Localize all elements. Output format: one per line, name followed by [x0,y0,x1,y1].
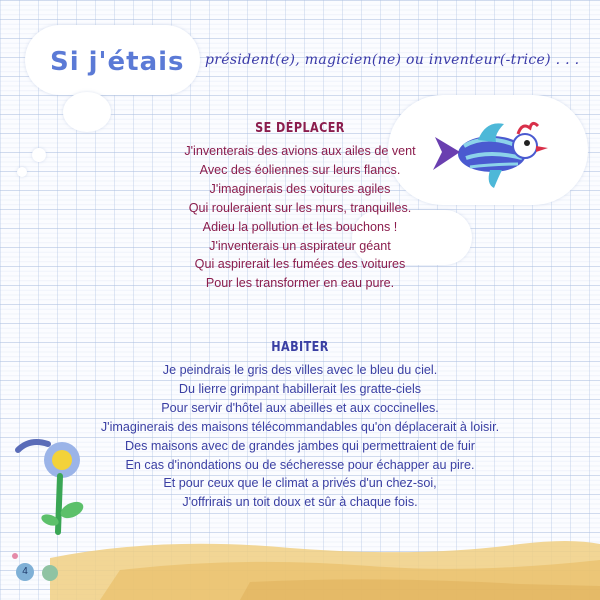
poem-line: Des maisons avec de grandes jambes qui permettraient de fuir [124,438,475,453]
poem-line: J'inventerais des avions aux ailes de vent [184,144,416,158]
poem-line: Avec des éoliennes sur leurs flancs. [199,162,401,177]
title [50,45,185,79]
poem-line: Pour les transformer en eau pure. [205,276,395,291]
poem-line: J'inventerais un aspirateur géant [209,238,391,253]
poem-line: J'imaginerais des voitures agiles [209,181,391,196]
poem-line: Qui aspirerait les fumées des voitures [194,257,406,272]
poem-line: En cas d'inondations ou de sécheresse pour échapper au pire. [125,457,475,472]
section-habiter [0,340,600,512]
green-dot [42,565,58,581]
section-heading: SE DÉPLACER [255,121,345,136]
pink-dot [12,553,18,559]
section-heading: HABITER [271,340,329,355]
poem-line: Qui rouleraient sur les murs, tranquilles. [188,200,412,215]
section-se-deplacer [0,121,600,293]
poem-line: J'imaginerais des maisons télécommandables qu'on déplacerait à loisir. [100,419,500,434]
poem-line: Adieu la pollution et les bouchons ! [202,219,398,234]
title-si: Si [50,47,80,77]
poem-line: Et pour ceux que le climat a privés d'un chez-soi, [163,476,437,491]
subtitle: président(e), magicien(ne) ou inventeur(-trice) . . . [205,52,580,68]
poem-line: Je peindrais le gris des villes avec le bleu du ciel. [162,363,438,377]
page-number: 4 [16,563,34,581]
title-jetais: j'étais [88,47,185,77]
flower-icon [8,430,88,540]
poem-line: Du lierre grimpant habillerait les gratte-ciels [178,381,422,396]
poem-line: J'offrirais un toit doux et sûr à chaque fois. [182,495,418,510]
poem-line: Pour servir d'hôtel aux abeilles et aux coccinelles. [161,400,439,415]
sand-paint [0,530,600,600]
